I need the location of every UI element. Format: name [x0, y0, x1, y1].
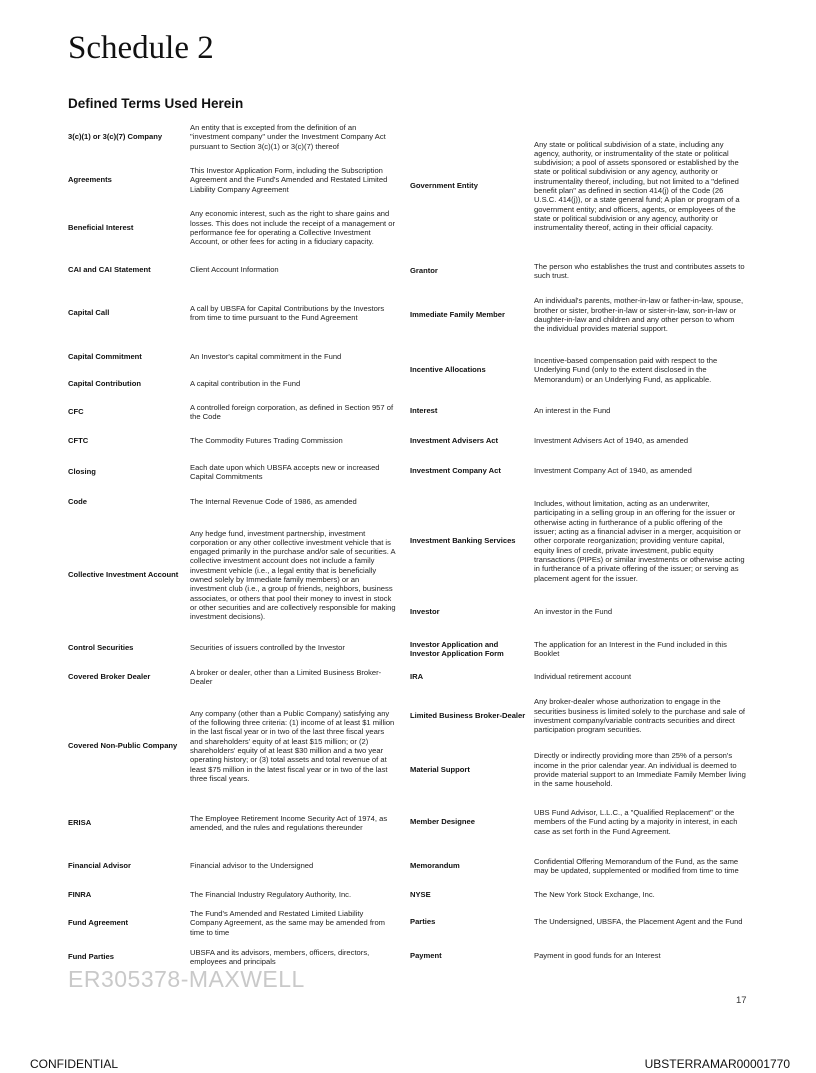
term-name: CFTC	[68, 436, 89, 446]
term-definition: A capital contribution in the Fund	[190, 379, 301, 389]
term-name: Grantor	[410, 266, 438, 276]
term-definition: Any state or political subdivision of a state, including any agency, authority, or instrumentality of the state or political subdivision; a pool of assets sponsored or established by the state or political subdivision or any agency, authority or instrumentality thereof, including, but not limited to a "defined benefit plan" as defined in section 414(j) of the Code (26 U.S.C. 414(j)), or a state general fund; A plan or program of a government entity; and officers, agents, or employees of the state or political subdivision or any agency, authority or instrumentality thereof, acting in their official capacity.	[534, 139, 740, 233]
section-heading: Defined Terms Used Herein	[68, 96, 244, 111]
term-definition: Any company (other than a Public Company) satisfying any of the following three criteria: (1) income of at least $1 million in the last fiscal year or in two of the last three fiscal years and shareholders' equity of at least $15 million; or (2) shareholders' equity of at least $30 million and a two year operating history; or (3) total assets and total revenue of at least $75 million in the latest fiscal year or in two of the last three fiscal years.	[190, 708, 395, 783]
term-name: Investment Advisers Act	[410, 436, 499, 446]
page-number: 17	[736, 995, 747, 1006]
term-definition: An Investor's capital commitment in the Fund	[190, 352, 342, 362]
term-definition: The Financial Industry Regulatory Authority, Inc.	[190, 890, 352, 900]
term-name: Payment	[410, 951, 442, 961]
term-name: 3(c)(1) or 3(c)(7) Company	[68, 132, 163, 142]
term-definition: Incentive-based compensation paid with respect to the Underlying Fund (only to the extent disclosed in the Memorandum) or an Underlying Fund, as applicable.	[534, 356, 718, 384]
term-name: Investor	[410, 607, 440, 617]
term-definition: Includes, without limitation, acting as an underwriter, participating in a selling group in an offering for the issuer or otherwise acting in furtherance of a public offering of the issuer; acting as a financial adviser in a merger, acquisition or other corporate reorganization; providing venture capital, equity lines of credit, private investment, public equity transactions (PIPEs) or similar investments or otherwise acting in furtherance of a private offering of the issuer; or serving as placement agent for the issuer.	[534, 499, 745, 583]
term-name: Beneficial Interest	[68, 223, 134, 233]
term-name: Government Entity	[410, 181, 478, 191]
term-definition: The Internal Revenue Code of 1986, as amended	[190, 497, 357, 507]
term-definition: An entity that is excepted from the definition of an "investment company" under the Investment Company Act pursuant to Section 3(c)(1) or 3(c)(7) thereof	[190, 123, 386, 151]
term-definition: The New York Stock Exchange, Inc.	[534, 890, 655, 900]
term-name: Memorandum	[410, 861, 460, 871]
term-definition: An investor in the Fund	[534, 607, 613, 617]
term-definition: A call by UBSFA for Capital Contributions by the Investors from time to time pursuant to the Fund Agreement	[190, 303, 385, 322]
term-name: Investor Application and Investor Application Form	[410, 639, 504, 658]
term-name: CFC	[68, 407, 84, 417]
page-title: Schedule 2	[68, 30, 214, 66]
term-definition: Financial advisor to the Undersigned	[190, 861, 314, 871]
term-name: Agreements	[68, 175, 112, 185]
term-name: Fund Agreement	[68, 918, 129, 928]
term-definition: An individual's parents, mother-in-law or father-in-law, spouse, brother or sister, brother-in-law or sister-in-law, son-in-law or daughter-in-law and children and any other person to whom the individual provides material support.	[534, 296, 744, 334]
term-definition: Any broker-dealer whose authorization to engage in the securities business is limited solely to the purchase and sale of investment company/variable contracts securities and direct participation program securities.	[534, 697, 746, 735]
term-definition: Directly or indirectly providing more than 25% of a person's income in the prior calendar year. An individual is deemed to provide material support to an Immediate Family Member living in the same household.	[534, 751, 746, 789]
term-name: Closing	[68, 467, 96, 477]
term-definition: The Commodity Futures Trading Commission	[190, 436, 343, 446]
term-definition: Client Account Information	[190, 265, 279, 275]
term-definition: Any hedge fund, investment partnership, investment corporation or any other collective investment vehicle that is engaged primarily in the purchase and/or sale of securities. A collective investment account does not include a family investment vehicle (i.e., a legal entity that is beneficially owned solely by Immediate family members) or an investment club (i.e., a group of friends, neighbors, business associates, or others that pool their money to invest in stock or other securities and are collectively responsible for making investment decisions).	[190, 528, 396, 622]
term-name: Immediate Family Member	[410, 310, 505, 320]
term-name: CAI and CAI Statement	[68, 265, 151, 275]
term-definition: UBS Fund Advisor, L.L.C., a "Qualified Replacement" or the members of the Fund acting by a majority in interest, in each case as set forth in the Fund Agreement.	[534, 808, 738, 836]
term-definition: Investment Advisers Act of 1940, as amended	[534, 436, 689, 446]
term-definition: Investment Company Act of 1940, as amended	[534, 466, 692, 476]
term-definition: The Undersigned, UBSFA, the Placement Agent and the Fund	[534, 917, 743, 927]
term-name: Investment Company Act	[410, 466, 501, 476]
term-name: FINRA	[68, 890, 92, 900]
term-name: Incentive Allocations	[410, 365, 486, 375]
term-name: Capital Commitment	[68, 352, 142, 362]
term-definition: Each date upon which UBSFA accepts new or increased Capital Commitments	[190, 462, 380, 481]
term-definition: A controlled foreign corporation, as defined in Section 957 of the Code	[190, 402, 394, 421]
term-definition: This Investor Application Form, including the Subscription Agreement and the Fund's Amended and Restated Limited Liability Company Agreement	[190, 166, 388, 194]
term-definition: The application for an Interest in the Fund included in this Booklet	[534, 639, 727, 658]
term-definition: Any economic interest, such as the right to share gains and losses. This does not include the receipt of a management or performance fee for operating a Collective Investment Account, or other fees for acting in a fiduciary capacity.	[190, 209, 396, 247]
bates-number: UBSTERRAMAR00001770	[644, 1057, 790, 1071]
term-name: Control Securities	[68, 643, 134, 653]
term-name: Capital Call	[68, 308, 110, 318]
confidential-label: CONFIDENTIAL	[30, 1057, 119, 1071]
term-definition: An interest in the Fund	[534, 406, 611, 416]
term-name: Collective Investment Account	[68, 570, 179, 580]
term-definition: The person who establishes the trust and contributes assets to such trust.	[534, 261, 745, 280]
term-definition: UBSFA and its advisors, members, officers, directors, employees and principals	[190, 947, 370, 966]
term-name: Covered Non-Public Company	[68, 741, 178, 751]
term-name: Capital Contribution	[68, 379, 141, 389]
term-name: Investment Banking Services	[410, 536, 516, 546]
term-definition: The Fund's Amended and Restated Limited Liability Company Agreement, as the same may be amended from time to time	[190, 909, 386, 937]
term-name: Material Support	[410, 765, 470, 775]
term-definition: Confidential Offering Memorandum of the Fund, as the same may be updated, supplemented or modified from time to time	[534, 856, 739, 875]
term-name: IRA	[410, 672, 424, 682]
term-name: Limited Business Broker-Dealer	[410, 711, 526, 721]
term-definition: Individual retirement account	[534, 672, 632, 682]
term-name: Parties	[410, 917, 436, 927]
term-name: Member Designee	[410, 817, 475, 827]
term-name: NYSE	[410, 890, 431, 900]
term-definition: A broker or dealer, other than a Limited Business Broker-Dealer	[190, 667, 382, 686]
term-name: ERISA	[68, 818, 92, 828]
term-definition: Payment in good funds for an Interest	[534, 951, 661, 961]
bates-watermark: ER305378-MAXWELL	[68, 966, 305, 992]
term-definition: The Employee Retirement Income Security Act of 1974, as amended, and the rules and regulations thereunder	[190, 813, 388, 832]
term-name: Fund Parties	[68, 952, 114, 962]
term-name: Code	[68, 497, 87, 507]
term-name: Interest	[410, 406, 438, 416]
term-name: Financial Advisor	[68, 861, 132, 871]
term-definition: Securities of issuers controlled by the Investor	[190, 643, 345, 653]
term-name: Covered Broker Dealer	[68, 672, 151, 682]
